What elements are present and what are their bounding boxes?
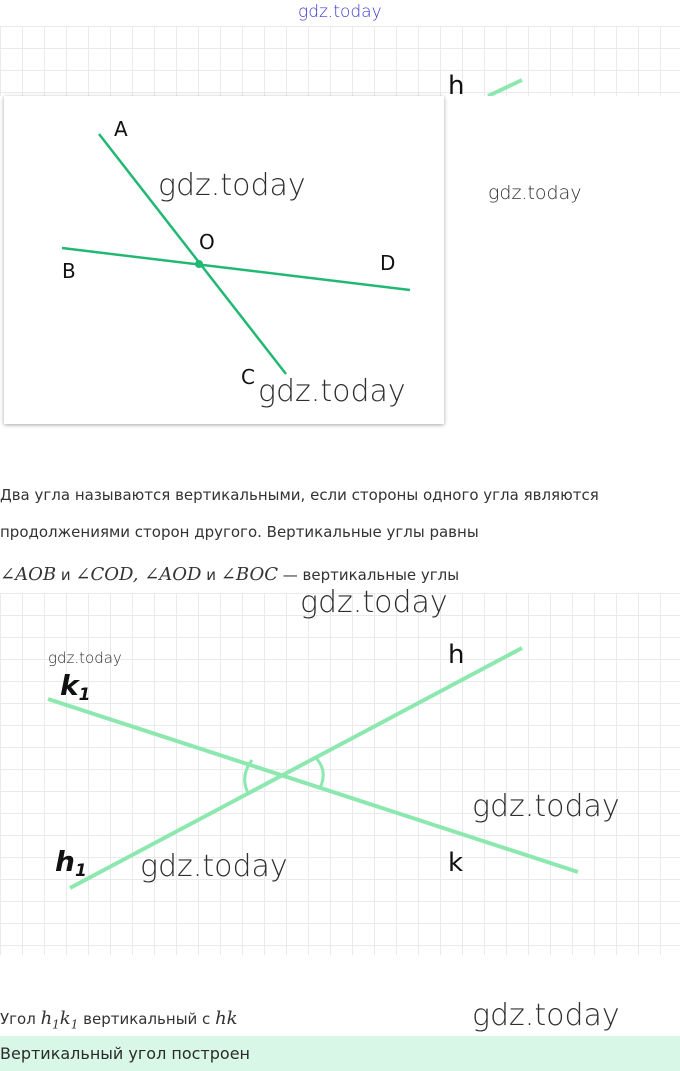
point-o [195, 260, 203, 268]
angles-and-1: и [56, 566, 76, 584]
watermark-figure2-top: gdz.today [300, 585, 448, 620]
label-k1: k1 [60, 669, 91, 705]
watermark-bottom: gdz.today [472, 998, 620, 1033]
angles-tail: — вертикальные углы [277, 566, 460, 584]
label-c: C [241, 365, 255, 389]
watermark-figure2-right: gdz.today [472, 789, 620, 824]
bottom-middle: вертикальный с [78, 1010, 216, 1028]
label-h: h [448, 640, 465, 670]
top-strip-label-h: h [448, 71, 465, 96]
success-banner-text: Вертикальный угол построен [0, 1044, 250, 1063]
label-h1: h1 [55, 845, 87, 881]
angles-and-2: и [201, 566, 221, 584]
top-strip-line [488, 80, 522, 96]
watermark-figure2-bottom: gdz.today [140, 849, 288, 884]
watermark-side: gdz.today [488, 182, 582, 204]
watermark-figure1-upper: gdz.today [158, 168, 306, 203]
label-b: B [62, 259, 76, 283]
bottom-sentence [0, 1008, 238, 1032]
label-d: D [380, 251, 396, 275]
watermark-figure1-lower: gdz.today [258, 374, 406, 409]
figure-card-1 [4, 96, 444, 424]
angle-arc-right [316, 758, 323, 788]
label-k: k [448, 848, 464, 878]
angle-boc: ∠BOC [220, 564, 278, 585]
angles-line [0, 564, 459, 585]
angle-hk: hk [215, 1008, 238, 1029]
definition-line-2: продолжениями сторон другого. Вертикальные углы равны [0, 523, 479, 541]
label-o: O [199, 230, 215, 254]
line-k1-k [48, 699, 578, 872]
watermark-top: gdz.today [298, 2, 382, 22]
grid-strip-top [0, 26, 680, 96]
success-banner [0, 1036, 680, 1071]
figure-2-grid [0, 585, 680, 955]
top-strip-graphic [0, 26, 680, 96]
angle-aob: ∠AOB [0, 564, 57, 585]
label-a: A [114, 117, 128, 141]
angle-cod-aod: ∠COD, ∠AOD [75, 564, 202, 585]
figure-2-svg [0, 593, 680, 955]
bottom-prefix: Угол [0, 1010, 41, 1028]
definition-line-1: Два угла называются вертикальными, если стороны одного угла являются [0, 486, 599, 504]
line-bd [62, 248, 410, 290]
watermark-figure2-small: gdz.today [48, 649, 122, 667]
angle-h1k1: $h_1k_1$ [40, 1008, 79, 1032]
